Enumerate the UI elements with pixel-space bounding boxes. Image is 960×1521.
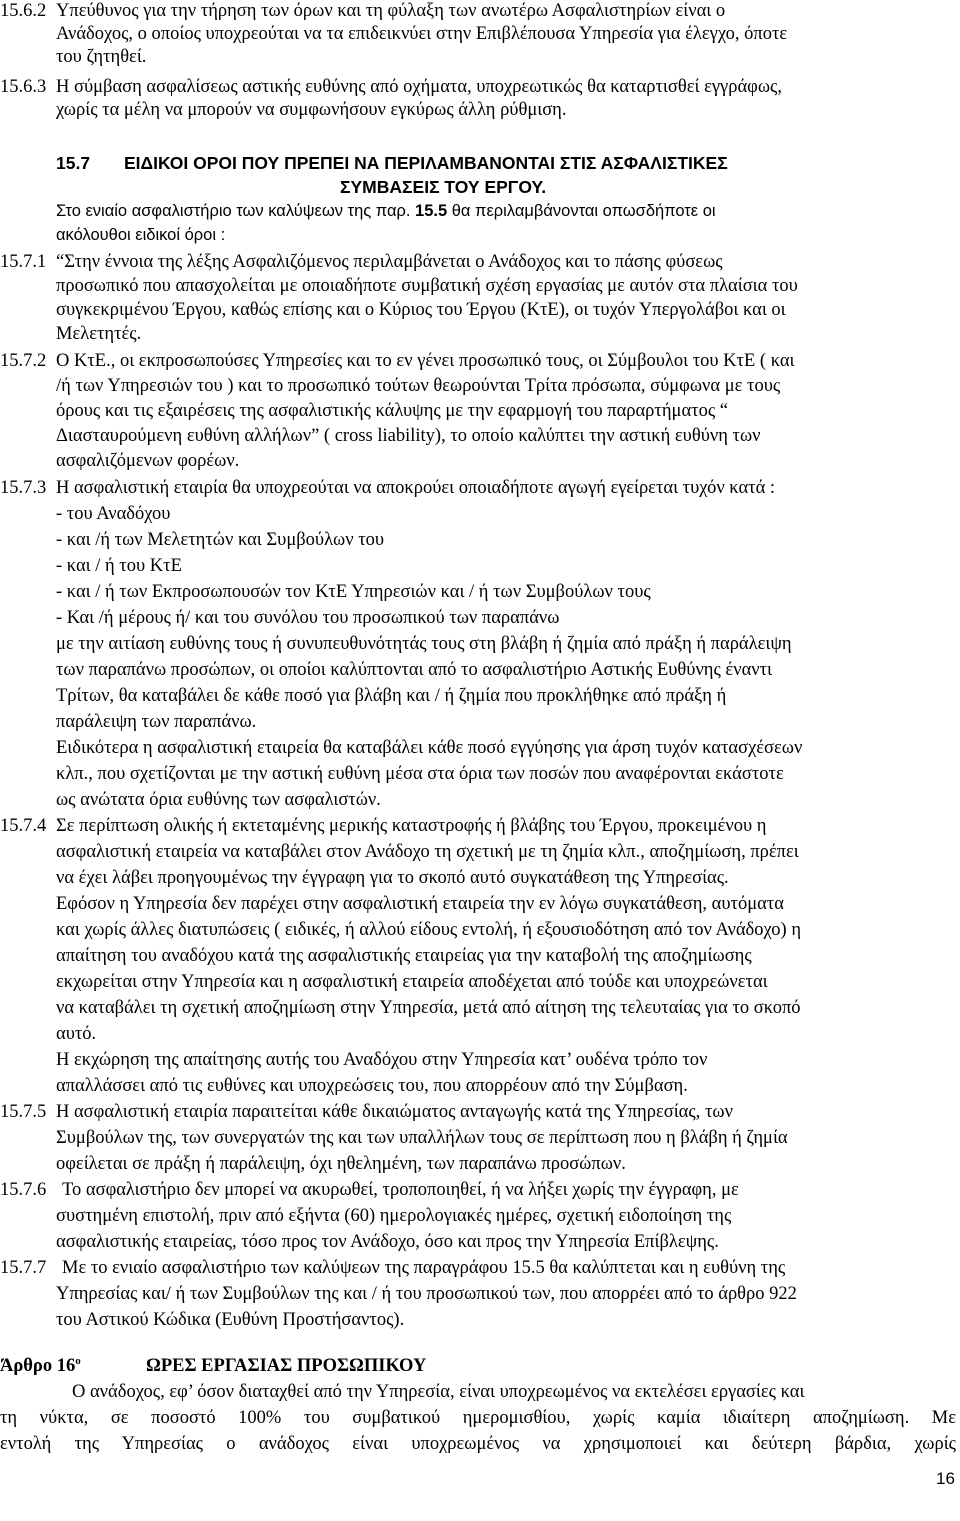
text-line: παράλειψη των παραπάνω. bbox=[56, 712, 257, 732]
section-number: 15.7.3 bbox=[0, 478, 47, 498]
text-line: Η εκχώρηση της απαίτησης αυτής του Αναδόχου στην Υπηρεσία κατ’ ουδένα τρόπο τον bbox=[56, 1050, 708, 1070]
text-line: Ανάδοχος, ο οποίος υποχρεούται να τα επιδεικνύει στην Επιβλέπουσα Υπηρεσία για έλεγχο, όποτε bbox=[56, 24, 788, 44]
text-line: Συμβούλων της, των συνεργατών της και των υπαλλήλων τους σε περίπτωση που η βλάβη ή ζημία bbox=[56, 1128, 788, 1148]
text-line: Μελετητές. bbox=[56, 324, 142, 344]
text-line: Το ασφαλιστήριο δεν μπορεί να ακυρωθεί, τροποποιηθεί, ή να λήξει χωρίς την έγγραφη, με bbox=[62, 1180, 739, 1200]
text-line: του Αστικού Κώδικα (Ευθύνη Προστήσαντος). bbox=[56, 1310, 405, 1330]
section-number: 15.7 bbox=[56, 153, 91, 173]
text-line: των παραπάνω προσώπων, οι οποίοι καλύπτονται από το ασφαλιστήριο Αστικής Ευθύνης έναντι bbox=[56, 660, 773, 680]
list-item: - του Αναδόχου bbox=[56, 504, 171, 524]
section-number: 15.7.2 bbox=[0, 351, 47, 371]
text-line: τη νύκτα, σε ποσοστό 100% του συμβατικού ημερομισθίου, χωρίς καμία ιδιαίτερη αποζημίωση. Με bbox=[0, 1408, 956, 1428]
text-line: Υπεύθυνος για την τήρηση των όρων και τη φύλαξη των ανωτέρω Ασφαλιστηρίων είναι ο bbox=[56, 1, 726, 21]
text-line: ασφαλιστικής εταιρείας, τόσο προς τον Ανάδοχο, όσο και προς την Υπηρεσία Επίβλεψης. bbox=[56, 1232, 719, 1252]
section-number: 15.6.3 bbox=[0, 77, 47, 97]
text-line: χωρίς τα μέλη να μπορούν να συμφωνήσουν εγκύρως άλλη ρύθμιση. bbox=[56, 100, 567, 120]
section-number: 15.6.2 bbox=[0, 1, 47, 21]
text-line: του ζητηθεί. bbox=[56, 47, 147, 67]
list-item: - και /ή των Μελετητών και Συμβούλων του bbox=[56, 530, 385, 550]
list-item: - Και /ή μέρους ή/ και του συνόλου του προσωπικού των παραπάνω bbox=[56, 608, 560, 628]
text-line: με την αιτίαση ευθύνης τους ή συνυπευθυνότητάς τους στη βλάβη ή ζημία από πράξη ή παράλειψη bbox=[56, 634, 792, 654]
text-line: οφείλεται σε πράξη ή παράλειψη, όχι ηθελημένη, των παραπάνω προσώπων. bbox=[56, 1154, 626, 1174]
text-line: όρους και τις εξαιρέσεις της ασφαλιστικής κάλυψης με την εφαρμογή του παραρτήματος “ bbox=[56, 401, 728, 421]
text-line: Τρίτων, θα καταβάλει δε κάθε ποσό για βλάβη και / ή ζημία που προκλήθηκε από πράξη ή bbox=[56, 686, 727, 706]
text-line: συγκεκριμένου Έργου, καθώς επίσης και ο Κύριος του Έργου (ΚτΕ), οι τυχόν Υπεργολάβοι και οι bbox=[56, 300, 786, 320]
section-title: ΕΙΔΙΚΟΙ ΟΡΟΙ ΠΟΥ ΠΡΕΠΕΙ ΝΑ ΠΕΡΙΛΑΜΒΑΝΟΝΤΑΙ ΣΤΙΣ ΑΣΦΑΛΙΣΤΙΚΕΣ bbox=[124, 153, 728, 173]
section-title: ΣΥΜΒΑΣΕΙΣ ΤΟΥ ΕΡΓΟΥ. bbox=[340, 177, 547, 197]
page-number: 16 bbox=[936, 1469, 955, 1488]
text-line: να έχει λάβει προηγουμένως την έγγραφη για το σκοπό αυτό συγκατάθεση της Υπηρεσίας. bbox=[56, 868, 729, 888]
text-line: απαλλάσσει από τις ευθύνες και υποχρεώσεις του, που απορρέουν από την Σύμβαση. bbox=[56, 1076, 688, 1096]
section-number: 15.7.6 bbox=[0, 1180, 47, 1200]
text-line: απαίτηση του αναδόχου κατά της ασφαλιστικής εταιρείας για την καταβολή της αποζημίωσης bbox=[56, 946, 752, 966]
text-line: Η ασφαλιστική εταιρία θα υποχρεούται να αποκρούει οποιαδήποτε αγωγή εγείρεται τυχόν κατά : bbox=[56, 478, 776, 498]
text-line: Εφόσον η Υπηρεσία δεν παρέχει στην ασφαλιστική εταιρεία την εν λόγω συγκατάθεση, αυτόματα bbox=[56, 894, 784, 914]
text-line: Διασταυρούμενη ευθύνη αλλήλων” ( cross liability), το οποίο καλύπτει την αστική ευθύνη των bbox=[56, 426, 761, 446]
section-number: 15.7.5 bbox=[0, 1102, 47, 1122]
section-number: 15.7.1 bbox=[0, 252, 47, 272]
text-line: /ή των Υπηρεσιών του ) και το προσωπικό τούτων θεωρούνται Τρίτα πρόσωπα, σύμφωνα με τους bbox=[56, 376, 781, 396]
text-line: “Στην έννοια της λέξης Ασφαλιζόμενος περιλαμβάνεται ο Ανάδοχος και το πάσης φύσεως bbox=[56, 252, 723, 272]
text-line: Ο ανάδοχος, εφ’ όσον διαταχθεί από την Υπηρεσία, είναι υποχρεωμένος να εκτελέσει εργασίες και bbox=[72, 1382, 805, 1402]
text-line: Ο ΚτΕ., οι εκπροσωπούσες Υπηρεσίες και το εν γένει προσωπικό τους, οι Σύμβουλοι του ΚτΕ ( και bbox=[56, 351, 795, 371]
article-title: ΩΡΕΣ ΕΡΓΑΣΙΑΣ ΠΡΟΣΩΠΙΚΟΥ bbox=[146, 1356, 427, 1376]
text-line: συστημένη επιστολή, πριν από εξήντα (60) ημερολογιακές ημέρες, σχετική ειδοποίηση της bbox=[56, 1206, 732, 1226]
text-line: Η ασφαλιστική εταιρία παραιτείται κάθε δικαιώματος ανταγωγής κατά της Υπηρεσίας, των bbox=[56, 1102, 733, 1122]
text-line: Υπηρεσίας και/ ή των Συμβούλων της και / ή του προσωπικού των, που απορρέει από το άρθρο 922 bbox=[56, 1284, 797, 1304]
text-line: Σε περίπτωση ολικής ή εκτεταμένης μερικής καταστροφής ή βλάβης του Έργου, προκειμένου η bbox=[56, 816, 767, 836]
text-line: Η σύμβαση ασφαλίσεως αστικής ευθύνης από οχήματα, υποχρεωτικώς θα καταρτισθεί εγγράφως, bbox=[56, 77, 782, 97]
text-line: προσωπικό που απασχολείται με οποιαδήποτε συμβατική σχέση εργασίας με αυτόν στα πλαίσια του bbox=[56, 276, 798, 296]
text-line: εντολή της Υπηρεσίας ο ανάδοχος είναι υποχρεωμένος να χρησιμοποιεί και δεύτερη βάρδια, χωρίς bbox=[0, 1434, 956, 1454]
text-line: εκχωρείται στην Υπηρεσία και η ασφαλιστική εταιρεία αποδέχεται από τούδε και υποχρεώνεται bbox=[56, 972, 768, 992]
text-line: να καταβάλει τη σχετική αποζημίωση στην Υπηρεσία, μετά από αίτηση της τελευταίας για το σκοπό bbox=[56, 998, 801, 1018]
text-line: κλπ., που σχετίζονται με την αστική ευθύνη μέσα στα όρια των ποσών που αναφέρονται εκάστοτε bbox=[56, 764, 784, 784]
intro-line: Στο ενιαίο ασφαλιστήριο των καλύψεων της παρ. 15.5 θα περιλαμβάνονται οπωσδήποτε οι bbox=[56, 202, 716, 220]
article-label: Άρθρο $16^o$ bbox=[0, 1354, 81, 1376]
text-line: αυτό. bbox=[56, 1024, 97, 1044]
text-line: Ειδικότερα η ασφαλιστική εταιρεία θα καταβάλει κάθε ποσό εγγύησης για άρση τυχόν κατασχέσεων bbox=[56, 738, 803, 758]
text-line: Με το ενιαίο ασφαλιστήριο των καλύψεων της παραγράφου 15.5 θα καλύπτεται και η ευθύνη της bbox=[62, 1258, 786, 1278]
section-number: 15.7.4 bbox=[0, 816, 47, 836]
text-line: και χωρίς άλλες διατυπώσεις ( ειδικές, ή αλλού είδους εντολή, ή εξουσιοδότηση από τον Ανάδοχο) η bbox=[56, 920, 802, 940]
list-item: - και / ή των Εκπροσωπουσών τον ΚτΕ Υπηρεσιών και / ή των Συμβούλων τους bbox=[56, 582, 651, 602]
intro-line: ακόλουθοι ειδικοί όροι : bbox=[56, 226, 226, 244]
text-line: ασφαλιζόμενων φορέων. bbox=[56, 451, 240, 471]
text-line: ως ανώτατα όρια ευθύνης των ασφαλιστών. bbox=[56, 790, 381, 810]
list-item: - και / ή του ΚτΕ bbox=[56, 556, 182, 576]
text-line: ασφαλιστική εταιρεία να καταβάλει στον Ανάδοχο τη σχετική με τη ζημία κλπ., αποζημίωση, πρέπει bbox=[56, 842, 799, 862]
section-number: 15.7.7 bbox=[0, 1258, 47, 1278]
